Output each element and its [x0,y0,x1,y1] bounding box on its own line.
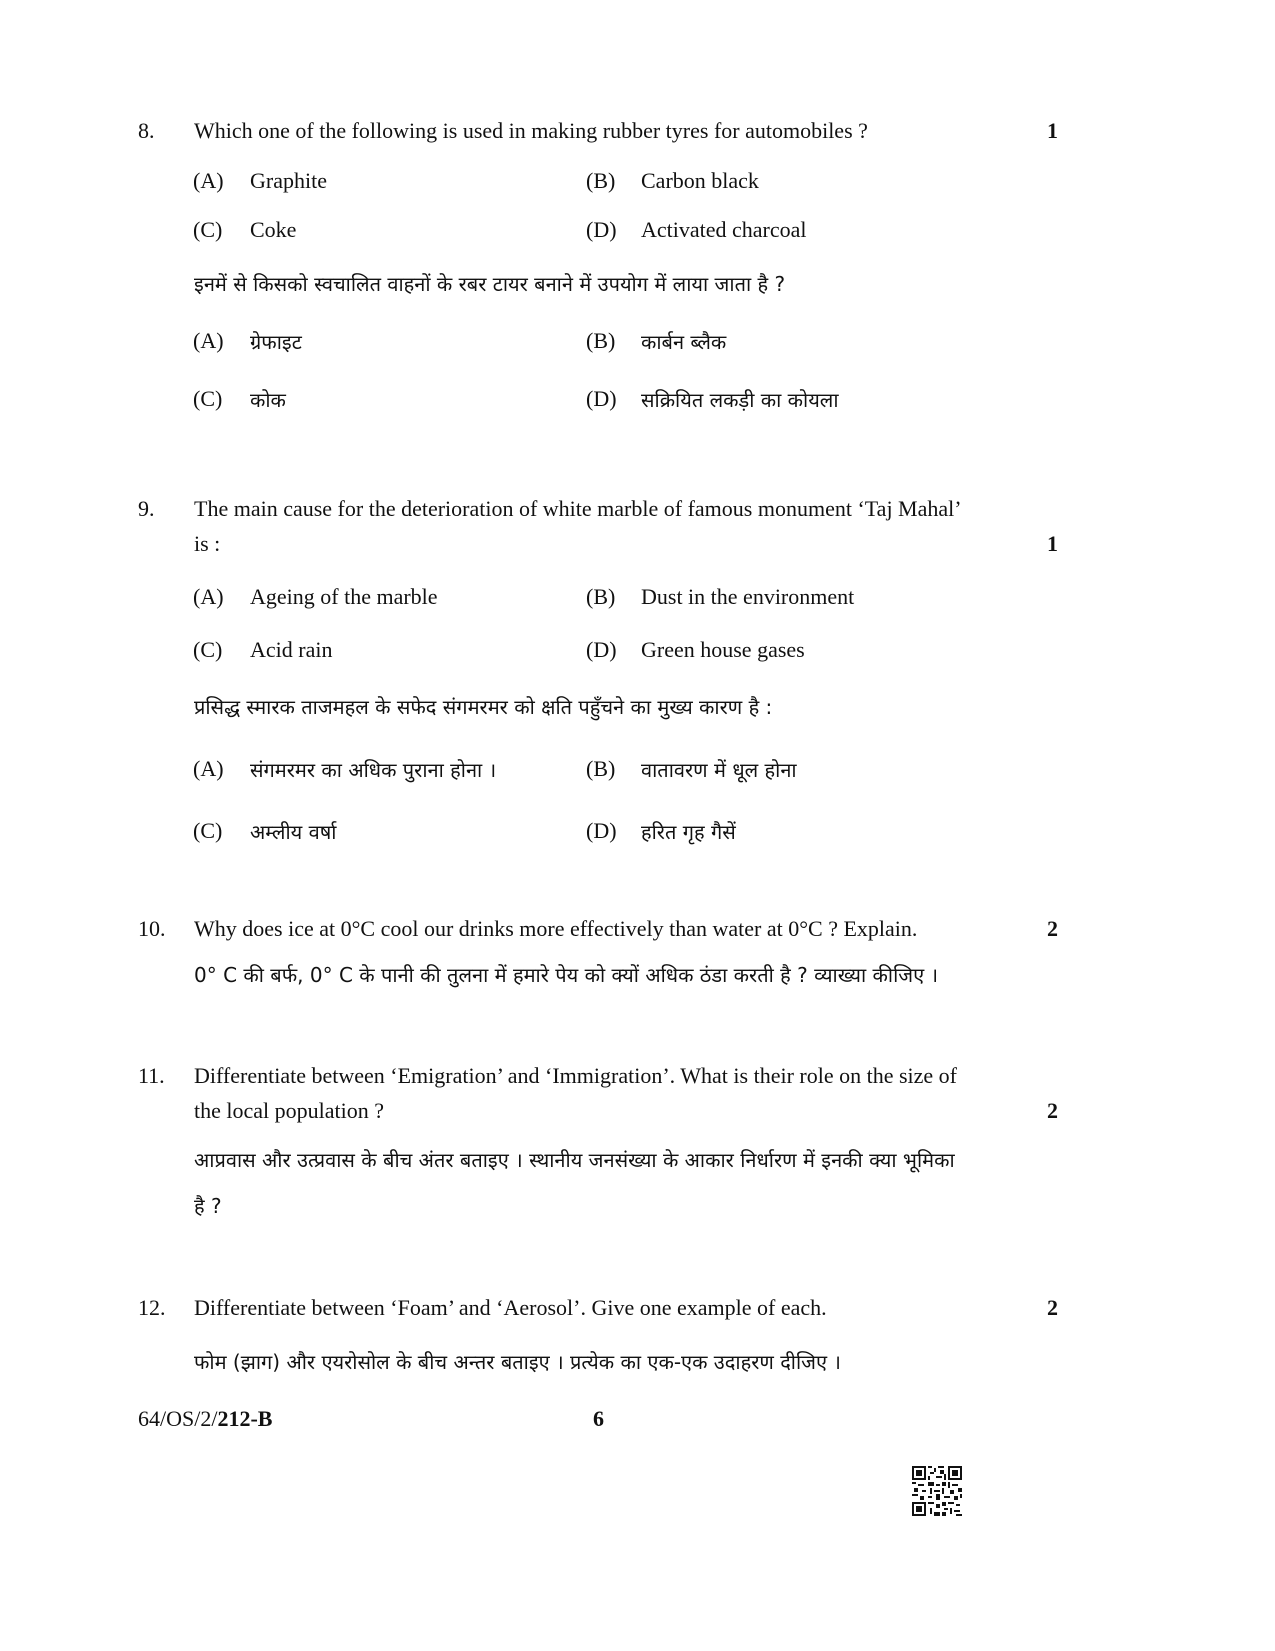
option-label: (B) [586,584,616,609]
paper-code [138,1406,272,1432]
paper-code-suffix: 212-B [217,1406,273,1431]
question-text-en: Which one of the following is used in making rubber tyres for automobiles ? [194,118,868,143]
option-label: (D) [586,217,617,242]
question-text-en: The main cause for the deterioration of white marble of famous monument ‘Taj Mahal’ [194,496,962,521]
option-label: (B) [586,756,616,781]
qr-code-icon [912,1466,962,1516]
option-label: (A) [193,756,224,781]
question-text-en: Differentiate between ‘Emigration’ and ‘Immigration’. What is their role on the size of [194,1063,958,1088]
question-text-en: Differentiate between ‘Foam’ and ‘Aerosol’. Give one example of each. [194,1295,827,1320]
question-marks: 2 [1047,916,1058,941]
question-text-hi-line2: है ? [194,1194,222,1218]
option-label: (A) [193,328,224,353]
option-text: ग्रेफाइट [250,330,302,354]
question-text-hi: प्रसिद्ध स्मारक ताजमहल के सफेद संगमरमर को क्षति पहुँचने का मुख्य कारण है : [194,695,773,719]
question-text-hi: आप्रवास और उत्प्रवास के बीच अंतर बताइए । स्थानीय जनसंख्या के आकार निर्धारण में इनकी क्या भूमिका [194,1148,955,1172]
question-text-hi: 0° C की बर्फ, 0° C के पानी की तुलना में हमारे पेय को क्यों अधिक ठंडा करती है ? व्याख्या कीजिए । [194,963,939,987]
question-text-en-line2: the local population ? [194,1098,384,1123]
option-text: अम्लीय वर्षा [250,820,337,844]
paper-code-prefix: 64/OS/2/ [138,1406,218,1431]
option-text: कार्बन ब्लैक [641,330,727,354]
question-number: 9. [138,496,155,521]
option-label: (C) [193,818,223,843]
option-text: Ageing of the marble [250,584,438,609]
option-text: Activated charcoal [641,217,807,242]
question-text-hi: फोम (झाग) और एयरोसोल के बीच अन्तर बताइए । प्रत्येक का एक-एक उदाहरण दीजिए । [194,1350,842,1374]
option-text: कोक [250,388,286,412]
option-label: (C) [193,637,223,662]
option-text: Dust in the environment [641,584,855,609]
option-text: Coke [250,217,297,242]
question-text-en-line2: is : [194,531,221,556]
option-text: Green house gases [641,637,805,662]
option-text: Carbon black [641,168,759,193]
question-text-hi: इनमें से किसको स्वचालित वाहनों के रबर टायर बनाने में उपयोग में लाया जाता है ? [194,272,786,296]
option-label: (D) [586,637,617,662]
question-text-en: Why does ice at 0°C cool our drinks more effectively than water at 0°C ? Explain. [194,916,918,941]
option-label: (C) [193,217,223,242]
option-label: (B) [586,168,616,193]
question-marks: 1 [1047,118,1058,143]
option-label: (D) [586,386,617,411]
option-text: संगमरमर का अधिक पुराना होना । [250,758,497,782]
page-number: 6 [593,1406,604,1431]
option-label: (A) [193,584,224,609]
option-label: (C) [193,386,223,411]
question-number: 12. [138,1295,166,1320]
option-text: सक्रियित लकड़ी का कोयला [641,388,839,412]
question-marks: 1 [1047,531,1058,556]
question-marks: 2 [1047,1295,1058,1320]
option-text: हरित गृह गैसें [641,820,736,844]
option-label: (D) [586,818,617,843]
option-text: वातावरण में धूल होना [641,758,797,782]
option-text: Acid rain [250,637,333,662]
question-number: 8. [138,118,155,143]
question-marks: 2 [1047,1098,1058,1123]
question-number: 10. [138,916,166,941]
question-number: 11. [138,1063,165,1088]
option-label: (A) [193,168,224,193]
option-label: (B) [586,328,616,353]
option-text: Graphite [250,168,327,193]
